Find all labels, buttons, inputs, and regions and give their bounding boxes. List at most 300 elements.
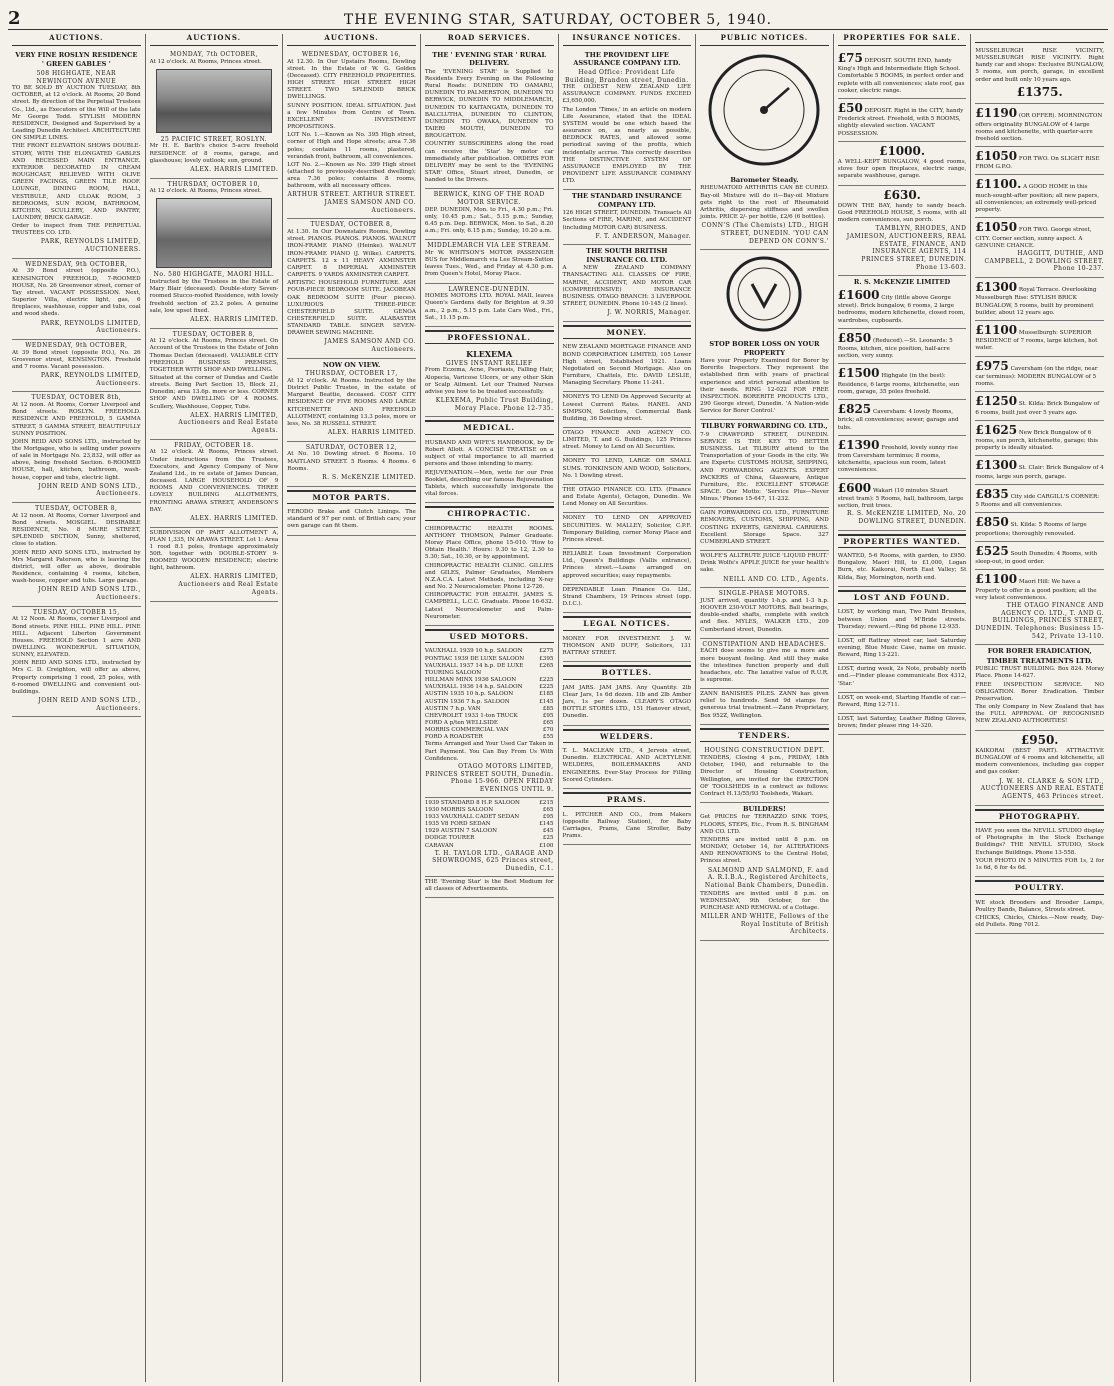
ad-title: TILBURY FORWARDING CO. LTD., xyxy=(701,422,828,431)
property-price: £1000. xyxy=(879,143,926,158)
ad-body: SUBDIVISION OF PART ALLOTMENT A, PLAN 1,335, IN ARAWA STREET. Lot 1: Area 1 rood 8.1 poles, frontage approximately 50ft. together with DOUBLE-STORY 9-ROOMED WOODEN RESIDENCE; electric light, bathroom. xyxy=(149,529,279,572)
ad-signature: F. T. ANDERSON, Manager. xyxy=(595,232,692,240)
property-ad xyxy=(975,485,1104,514)
ad-body: NEW ZEALAND MORTGAGE FINANCE AND BOND CORPORATION LIMITED, 105 Lower High street, Established 1921. Loans Negotiated on Second Mortgage. Also on Furniture, Chattels, Etc. DAVID LESLIE, Managing Secretary. Phone 11-241. xyxy=(562,344,692,387)
photography-ad xyxy=(975,826,1104,877)
ad-signature: SALMOND AND SALMOND, F. and A. R.I.B.A., Registered Architects, National Bank Chambers, Dunedin. xyxy=(704,866,829,889)
car-name: FORD A p/ten WELLSIDE xyxy=(424,719,498,726)
ad-body: (OR OFFER). MORNINGTON offers originality BUNGALOW of 4 large rooms and kitchenette, with quarter-acre freehold section. xyxy=(975,113,1103,142)
ad-date: WEDNESDAY, OCTOBER 16, xyxy=(301,50,402,58)
ad-title: KLEXEMA xyxy=(466,349,513,360)
auction-ad xyxy=(150,49,279,179)
ad-signature: ALEX. HARRIS LIMITED. xyxy=(327,429,416,437)
car-name: 1929 AUSTIN 7 SALOON xyxy=(424,828,498,835)
ad-body: Wakari (10 minutes Stuart street tram): 5 Rooms, hall, bathroom, large section, fruit trees. xyxy=(837,487,964,510)
section-heading: CHIROPRACTIC. xyxy=(425,506,554,521)
ad-body: LOST, off Rattray street car, last Saturday evening, Blue Music Case, name on music. Reward, Ring 13-221. xyxy=(837,637,967,659)
car-listing xyxy=(425,691,554,698)
ad-body: LOT No. 1.—Known as No. 395 High street, corner of High and Hope streets; area 7.36 poles; contains 11 rooms, plastered, verandah front, bathroom, all conveniences. xyxy=(287,132,416,160)
ad-body: At 12 noon. At Rooms, Corner Liverpool and Bond streets. MOSGIEL. DESIRABLE RESIDENCE, No. 8 MURE STREET, SPLENDID SECTION, Sunny, sheltered, close to station. xyxy=(12,512,141,548)
property-ad xyxy=(838,436,967,479)
property-ad xyxy=(975,542,1104,571)
car-listing xyxy=(425,699,554,706)
property-price: £600 xyxy=(837,480,872,495)
ad-title: THE SOUTH BRITISH INSURANCE CO. LTD. xyxy=(586,247,668,264)
ad-title: THE ' EVENING STAR ' RURAL DELIVERY. xyxy=(432,50,547,68)
car-name: PONTIAC 1939 DE LUXE SALOON xyxy=(424,655,525,662)
ad-body: Mr W. WHITSON'S MOTOR PASSENGER BUS for Middlemarch via Lee Stream-Sutton leaves Tues., Wed., and Friday at 4.30 p.m. from Queen's Hotel, Moray Place. xyxy=(424,249,554,278)
ad-body: Get PRICES for TERRAZZO SINK TOPS, FLOORS, STEPS, Etc., From R. S. BINGHAM AND CO. LTD. xyxy=(700,814,829,835)
ad-body: RELIABLE Loan Investment Corporation Ltd., Queen's Buildings (Vallis entrance), Princes street.—Loans arranged on approved securities; easy repayments. xyxy=(562,551,692,579)
ad-title: LAWRENCE-DUNEDIN. xyxy=(448,285,530,293)
ad-body: The London 'Times,' in an article on modern Life Assurance, stated that the IDEAL SYSTEM would be one which based the assurance on, as nearly as possible, BEDROCK RATES, and allowed some periodical saving of the profits, which incidentally accrue. This correctly describes THE DISTINCTIVE SYSTEM OF ASSURANCE EMPLOYED BY THE PROVIDENT LIFE ASSURANCE COMPANY LTD. xyxy=(562,106,692,185)
property-price: £950. xyxy=(1020,732,1059,747)
money-ad xyxy=(563,485,692,513)
ad-body: MONEY TO LEND ON APPROVED SECURITIES. W. MALLEY, Solicitor, C.P.F. Temporary Building, corner Moray Place and Princes street. xyxy=(562,515,692,543)
ad-body: THE OTAGO FINANCE CO. LTD. (Finance and Estate Agents), Octagon, Dunedin. We Lend Money on All Securities. xyxy=(562,486,692,508)
property-ad xyxy=(975,357,1104,393)
car-price: £95 xyxy=(542,813,554,820)
agent-name: R. S. McKENZIE LIMITED xyxy=(853,278,951,287)
ad-signature: JOHN REID AND SONS LTD., Auctioneers. xyxy=(38,482,141,498)
car-name: VAUXHALL 1936 14 h.p. SALOON xyxy=(424,684,523,691)
property-price: £1100. xyxy=(975,177,1022,192)
ad-title: CONSTIPATION AND HEADACHES. xyxy=(702,640,827,648)
ad-date: THURSDAY, OCTOBER 17, xyxy=(305,370,398,378)
car-listing xyxy=(425,706,554,713)
ad-body: Highgate (in the best): Residence, 6 large rooms, kitchenette, sun room, garage, 35 poles freehold. xyxy=(837,373,960,395)
property-price: £850 xyxy=(975,515,1009,530)
ad-body: Caversham: 4 lovely Rooms, brick; all conveniences; sewer, garage and tubs. xyxy=(837,409,959,431)
property-price: £1250 xyxy=(975,394,1018,409)
ad-body: L. PITCHER AND CO., from Makers (opposite Railway Station), for Baby Carriages, Prams, Cane Stroller, Baby Prams. xyxy=(562,811,692,840)
car-listing xyxy=(425,835,554,842)
ad-body: Musselburgh: SUPERIOR RESIDENCE of 7 rooms, large kitchen, hot water. xyxy=(975,329,1098,352)
property-price: £630. xyxy=(883,187,921,202)
car-listing xyxy=(425,648,554,655)
ad-body: TENDERS are invited until 8 p.m. on MONDAY, October 14, for ALTERATIONS AND RENOVATIONS to the Central Hotel, Princes street. xyxy=(700,836,829,865)
ad-title: VERY FINE ROSLYN RESIDENCE xyxy=(15,50,138,59)
ad-body: FOR TWO. George street, CITY. Corner section, sunny aspect. A GENUINE CHANCE. xyxy=(975,227,1092,249)
car-price: £145 xyxy=(539,821,554,828)
ad-body: DEPOSIT. Right in the CITY, handy Frederick street. Freehold, with 5 ROOMS, slightly elevated section. VACANT POSSESSION. xyxy=(837,107,964,137)
car-listing xyxy=(425,663,554,677)
car-name: HILLMAN MINX 1936 SALOON xyxy=(424,677,517,684)
legal-ad xyxy=(563,634,692,662)
auction-ad xyxy=(150,179,279,329)
auction-ad xyxy=(12,607,141,718)
ad-date: WEDNESDAY, 9th OCTOBER, xyxy=(25,341,128,349)
ad-body: FREE INSPECTION SERVICE. NO OBLIGATION. Borer Eradication. Timber Preservation. xyxy=(975,681,1104,702)
ad-body: TO BE SOLD BY AUCTION TUESDAY, 8th OCTOBER, at 12 o'clock. At Rooms, 20 Bond street. By direction of the Perpetual Trustees Co., Ltd., as Executors of the Will of the late Mr George Todd. STYLISH MODERN RESIDENCE, Designed and Supervised by a Leading Dunedin Architect. ARCHITECTURE ON SIMPLE LINES. xyxy=(12,85,141,142)
property-ad xyxy=(838,400,967,436)
ad-body: Caversham (on the ridge, near car terminus): MODERN BUNGALOW of 5 rooms. xyxy=(975,365,1098,388)
ad-address: 508 HIGHGATE, NEAR NEWINGTON AVENUE xyxy=(36,69,117,85)
ad-signature: THE OTAGO FINANCE AND AGENCY CO. LTD., T. AND G. BUILDINGS, PRINCES STREET, DUNEDIN. Telephones: Business 15-542, Private 13-110. xyxy=(975,602,1104,640)
car-name: 1935 V8 FORD SEDAN xyxy=(424,821,491,828)
ad-body: RHEUMATOID ARTHRITIS CAN BE CURED. Bay-oil Mixture will do it—Bay-oil Mixture gets right to the root of Rheumatoid Arthritis, dispersing stiffness and swollen joints. PRICE 2/- per bottle, £2/6 (6 bottles). xyxy=(700,185,829,221)
car-name: 1933 VAUXHALL CADET SEDAN xyxy=(424,813,520,820)
ad-title: FOR BORER ERADICATION, xyxy=(987,647,1092,656)
ad-subtitle: GIVES INSTANT RELIEF xyxy=(445,359,533,367)
ad-body: City (little above George street). Brick bungalow, 6 rooms, 2 large bedrooms, modern kitchenette, closed room, wardrobes, cupboards. xyxy=(837,294,966,324)
public-notice-ad xyxy=(700,174,829,250)
used-cars-list xyxy=(425,646,554,797)
auction-ad xyxy=(150,440,279,528)
ad-title: MIDDLEMARCH VIA LEE STREAM. xyxy=(427,242,552,250)
car-listing xyxy=(425,828,554,835)
car-listing xyxy=(425,727,554,734)
property-ad xyxy=(975,421,1104,457)
ad-date: TUESDAY, OCTOBER 8th, xyxy=(31,394,122,402)
property-price: £850 xyxy=(837,330,872,345)
poultry-ad xyxy=(975,898,1104,935)
property-price: £1190 xyxy=(975,106,1018,121)
auction-ad xyxy=(287,359,416,442)
ad-body: TENDERS are invited until 8 p.m. on WEDNESDAY, 9th October, for the PURCHASE AND REMOVAL of a Cottage. xyxy=(700,890,829,911)
property-ad xyxy=(838,276,967,328)
ad-body: A WELL-KEPT BUNGALOW, 4 good rooms, stove four open fireplaces, electric range, separate washhouse, garage. xyxy=(837,159,967,180)
section-heading: PROFESSIONAL. xyxy=(425,330,554,345)
ad-body: At 12 o'clock. At Rooms, Princes street. xyxy=(149,58,262,65)
ad-signature: JOHN REID AND SONS LTD., Auctioneers. xyxy=(38,697,141,712)
property-ad xyxy=(838,186,967,277)
ad-signature: NEILL AND CO. LTD., Agents. xyxy=(723,575,829,583)
property-ad xyxy=(975,175,1104,218)
property-price: £1050 xyxy=(975,220,1018,235)
property-ad xyxy=(975,147,1104,176)
ad-body: DOWN THE BAY, handy to sandy beach. Good FREEHOLD HOUSE, 5 rooms, with all modern conveniences, sun porch. xyxy=(837,202,967,224)
lost-ad xyxy=(838,693,967,714)
ad-body: JOHN REID AND SONS LTD., instructed by the Mortgagee, who is selling under powers of sale in Mortgage No. 23,832, will offer as above, being freehold Section. 6-ROOMED HOUSE, hall, kitchen, bathroom, wash-house, copper and tubs, electric light. xyxy=(12,438,141,481)
ad-body: Royal Terrace. Overlooking Musselburgh Rise: STYLISH BRICK BUNGALOW, 5 rooms, built by prominent builder, about 12 years ago. xyxy=(975,287,1097,316)
section-heading: LEGAL NOTICES. xyxy=(563,616,692,631)
column-heading: ROAD SERVICES. xyxy=(425,34,554,46)
section-heading: PROPERTIES WANTED. xyxy=(838,534,967,549)
column-properties-1 xyxy=(834,34,972,1382)
ad-body: Maori Hill: We have a Property to offer in a good position; all the very latest conveniences. xyxy=(975,579,1097,601)
ad-body: THE OLDEST NEW ZEALAND LIFE ASSURANCE COMPANY. FUNDS EXCEED £3,650,000. xyxy=(562,84,692,105)
ad-body: Freehold, lovely sunny rise from Caversham terminus; 8 rooms, kitchenette, spacious sun room, latest conveniences. xyxy=(837,444,958,474)
ad-body: COUNTRY SUBSCRIBERS along the road can receive the 'Star' by motor car immediately after publication. ORDERS FOR DELIVERY may be sent to the 'EVENING STAR' Office, Stuart street, Dunedin, or handed to the Drivers. xyxy=(424,141,554,184)
ad-body: Mr H. E. Barth's choice 5-acre freehold RESIDENCE of 8 rooms, garage, and glasshouse; lovely outlook; sun, ground. xyxy=(149,143,279,164)
ad-signature: CONN'S (The Chemists) LTD., HIGH STREET, DUNEDIN. 'YOU CAN DEPEND ON CONN'S.' xyxy=(701,222,829,245)
ad-signature: TAMBLYN, RHODES, AND JAMIESON, AUCTIONEERS, REAL ESTATE, FINANCE, AND INSURANCE AGENTS, 114 PRINCES STREET, DUNEDIN. Phone 13-603. xyxy=(846,225,967,271)
property-price: £1625 xyxy=(975,422,1018,437)
motor-ad xyxy=(287,507,416,535)
ad-subtitle: TIMBER TREATMENTS LTD. xyxy=(986,656,1093,665)
ad-signature: J. W. NORRIS, Manager. xyxy=(607,309,692,317)
ad-body: (Reduced).—St. Leonards: 5 Rooms, kitchen, nice position, half-acre section, very sunny. xyxy=(837,337,953,360)
lost-ad xyxy=(838,636,967,664)
borerite-seal-icon xyxy=(724,254,804,334)
column-heading: INSURANCE NOTICES. xyxy=(563,34,692,46)
ad-body: South Dunedin: 4 Rooms, with sleep-out, in good order. xyxy=(975,550,1098,566)
professional-ad xyxy=(425,347,554,417)
section-heading: MEDICAL. xyxy=(425,420,554,435)
ad-note: Order to inspect from THE PERPETUAL TRUSTEES CO. LTD. xyxy=(12,223,141,237)
ad-body: At 39 Bond street (opposite P.O.), KENSINGTON FREEHOLD, 7-ROOMED HOUSE, No. 26 Greenvenor street, corner of Tay street. VACANT POSSESSION. Next, Superior Villa, electric light, gas, 6 fireplaces, washhouse, copper and tubs, coal and wood sheds. xyxy=(12,268,141,318)
property-price: £1050 xyxy=(975,148,1018,163)
ad-date: MONDAY, 7th OCTOBER, xyxy=(170,50,258,58)
auction-ad xyxy=(12,392,141,503)
car-name: 1930 MORRIS SALOON xyxy=(424,806,494,813)
ad-body: A GOOD HOME in this much-sought-after position; all new papers, all conveniences; an extremely well-priced property. xyxy=(975,184,1100,214)
column-auctions-1 xyxy=(8,34,146,1382)
column-heading: AUCTIONS. xyxy=(287,34,416,46)
property-price: £1300 xyxy=(975,458,1018,473)
ad-body: REJUVENATION.—Men, write for our Free Booklet, describing our famous Rejuvenation Tablets, which successfully invigorate the vital forces. xyxy=(424,469,554,498)
car-price: £45 xyxy=(542,828,554,835)
car-price: £225 xyxy=(539,677,554,684)
ad-body: St. Kilda: Brick Bungalow of 6 rooms, built just over 5 years ago. xyxy=(975,401,1100,416)
ad-date: FRIDAY, OCTOBER 18. xyxy=(174,441,254,449)
ad-signature: ALEX. HARRIS LIMITED, Auctioneers and Real Estate Agents. xyxy=(178,411,279,435)
car-price: £215 xyxy=(539,799,554,806)
ad-date: SATURDAY, OCTOBER 12, xyxy=(305,443,398,451)
property-ad xyxy=(838,142,967,186)
property-price: £835 xyxy=(975,486,1009,501)
ad-body: The 'EVENING STAR' is Supplied to Residents Every Evening on the Following Rural Roads: DUNEDIN TO OAMARU, DUNEDIN TO PALMERSTON, DUNEDIN TO BERWICK, DUNEDIN TO MIDDLEMARCH, DUNEDIN TO KAITANGATA, DUNEDIN TO BALCLUTHA, DUNEDIN TO CLINTON, DUNEDIN TO OWAKA, DUNEDIN TO TAIERI MOUTH, DUNEDIN TO BROUGHTON. xyxy=(424,68,554,140)
property-ad xyxy=(975,278,1104,321)
car-listing xyxy=(425,843,554,850)
car-listing xyxy=(425,713,554,720)
ad-body: At 12 noon. At Rooms, Corner Liverpool and Bond streets. ROSLYN. FREEHOLD. RESIDENCE AND FREEHOLD, 5 GAMMA STREET, 5 GAMMA STREET, BEAUTIFULLY SUNNY POSITION. xyxy=(12,402,141,437)
ad-body: Situated at the corner of Dundas and Castle streets. Being Part Section 15, Block 21, Dunedin; area 13.6p. more or less. CORNER SHOP AND DWELLING OF 4 ROOMS. Scullery, Washhouse, Copper, Tubs. xyxy=(149,375,279,410)
property-price: £1100 xyxy=(975,322,1018,337)
ad-body: HAVE you seen the NEVILL STUDIO display of Photographs in the Stock Exchange Buildings? THE NEVILL STUDIO, Stock Exchange Buildings. Phone 13-558. xyxy=(975,828,1104,856)
ad-body: LOST, on week-end, Starting Handle of car.—Reward, Ring 12-711. xyxy=(837,694,967,708)
house-photo xyxy=(156,198,272,268)
ad-body: WOLFE'S ALLTRUTE JUICE 'LIQUID FRUIT.' Drink Wolfe's APPLE JUICE for your health's sake. xyxy=(700,553,829,574)
car-listing xyxy=(425,800,554,807)
road-service-ad xyxy=(425,49,554,189)
borer-ad xyxy=(975,645,1104,730)
newspaper-title: THE EVENING STAR, SATURDAY, OCTOBER 5, 1940. xyxy=(343,12,773,28)
section-heading: LOST AND FOUND. xyxy=(838,590,967,605)
lost-ad xyxy=(838,664,967,692)
ad-body: GAIN FORWARDING CO. LTD., FURNITURE REMOVERS, CUSTOMS, SHIPPING, AND COSTING EXPERTS, GENERAL CARRIERS. Excellent Storage Space. 327 CUMBERLAND STREET. xyxy=(700,510,829,545)
column-insurance xyxy=(559,34,697,1382)
public-notice-ad xyxy=(700,689,829,725)
ad-title: STOP BORER LOSS ON YOUR PROPERTY xyxy=(709,340,820,357)
car-name: AUSTIN 7 h.p. VAN xyxy=(424,705,481,712)
property-ad xyxy=(975,218,1104,278)
ad-body: YOUR PHOTO IN 5 MINUTES FOR 1s, 2 for 1s 6d, 6 for 4s 6d. xyxy=(975,857,1104,871)
section-heading: PHOTOGRAPHY. xyxy=(975,809,1104,824)
ad-body: MONEY TO LEND, LARGE OR SMALL SUMS. TONKINSON AND WOOD, Solicitors, No. 1 Dowling street. xyxy=(562,458,692,479)
ad-date: TUESDAY, OCTOBER 8, xyxy=(310,221,393,229)
insurance-ad xyxy=(563,190,692,245)
tender-ad xyxy=(700,745,829,803)
ad-body: A NEW ZEALAND COMPANY TRANSACTING ALL CLASSES OF FIRE, MARINE, ACCIDENT, AND MOTOR CAR (COMPREHENSIVE) INSURANCE BUSINESS. OTAGO BRANCH: 3 LIVERPOOL STREET, DUNEDIN. Phone 10-145 (2 lines). xyxy=(562,265,692,308)
ad-body: MONEY FOR INVESTMENT. J. W. THOMSON AND DUFF, Solicitors, 131 RATTRAY STREET. xyxy=(562,635,692,657)
ad-signature: MILLER AND WHITE, Fellows of the Royal Institute of British Architects. xyxy=(700,912,829,936)
ad-body: At 39 Bond street (opposite P.O.), No. 26 Grosvenor street, KENSINGTON. Freehold and 7 rooms. Vacant possession. xyxy=(12,349,141,370)
property-ad xyxy=(975,731,1104,806)
tender-ad xyxy=(700,803,829,941)
ad-body: HUSBAND AND WIFE'S HANDBOOK, by Dr Robert Allott. A CONCISE TREATISE on a subject of vital importance to all married persons and those intending to marry. xyxy=(424,439,554,468)
ad-body: JOHN REID AND SONS LTD., instructed by Mrs Margaret Paterson, who is leaving the district, will offer as above, desirable Residence, containing 4 rooms, kitchen, wash-house, copper and tubs. Large garage. xyxy=(12,549,141,585)
car-price: £225 xyxy=(539,684,554,691)
car-price: £65 xyxy=(542,806,554,813)
ad-body: At 12 o'clock. At Rooms, Princes street. Under instructions from the Trustees, Executors, and Agency Company of New Zealand Ltd., in re estate of James Duncan, deceased. LARGE HOUSEHOLD OF 9 ROOMS AND CONVENIENCES. THREE LOVELY BUILDING ALLOTMENTS, FRONTING ARAWA STREET, ANDERSON'S BAY. xyxy=(149,449,279,513)
ad-signature: PARK, REYNOLDS LIMITED, AUCTIONEERS. xyxy=(40,238,141,254)
section-heading: POULTRY. xyxy=(975,880,1104,895)
property-price: £50 xyxy=(837,100,863,115)
section-heading: MOTOR PARTS. xyxy=(287,490,416,505)
ad-body: New Brick Bungalow of 6 rooms, sun porch, kitchenette, garage; this property is ideally situated. xyxy=(975,429,1099,452)
ad-body: LOST, by working man, Two Paint Brushes, between Union and M'Bride streets. Thursday; reward.—Ring 6d phone 12-935. xyxy=(837,609,967,630)
ad-body: 7-9 CRAWFORD STREET, DUNEDIN. SERVICE IS THE KEY TO BETTER BUSINESS. Let TILBURY attend to the Transportation of your Goods in the city. We are Experts: CUSTOMS HOUSE, SHIPPING, AND FORWARDING AGENTS. EXPERT PACKERS of China, Glassware, Antique Furniture, Etc. EXCELLENT STORAGE SPACE. Our Motto: 'Service Plus—Never Minus.' Phones 15-647, 11-232. xyxy=(700,431,829,503)
photo-caption: No. 580 HIGHGATE, MAORI HILL. xyxy=(153,271,275,279)
car-price: £25 xyxy=(542,835,554,842)
ad-signature: JOHN REID AND SONS LTD., Auctioneers. xyxy=(38,586,141,602)
car-price: £275 xyxy=(539,648,554,655)
ad-body: St. Clair: Brick Bungalow of 4 rooms, large sun porch, garage. xyxy=(975,465,1104,480)
car-listing xyxy=(425,720,554,727)
ad-title: BERWICK, KING OF THE ROAD MOTOR SERVICE. xyxy=(433,191,545,206)
ad-body: At 1.30. In Our Downstairs Rooms, Dowling street. PIANOS. PIANOS. PIANOS. WALNUT IRON-FRAME PIANO (Heinke). WALNUT IRON-FRAME PIANO (J. Wilke). CARPETS. CARPETS. 12 x 11 HEAVY AXMINSTER CARPET. 8 IMPERIAL AXMINSTER CARPETS. 9 YARDS AXMINSTER CARPET. xyxy=(287,229,416,279)
insurance-ad xyxy=(563,49,692,190)
section-heading: USED MOTORS. xyxy=(425,629,554,644)
section-heading: TENDERS. xyxy=(700,728,829,743)
car-name: VAUXHALL 1937 14 h.p. DE LUXE TOURING SALOON xyxy=(424,662,524,676)
ad-body: At No. 10 Dowling street. 6 Rooms. 10 MAITLAND STREET. 5 Rooms. 4 Rooms. 6 Rooms. xyxy=(287,451,416,472)
auction-ad xyxy=(287,219,416,358)
used-cars-list xyxy=(425,798,554,877)
car-listing xyxy=(425,677,554,684)
property-price: £975 xyxy=(975,358,1009,373)
ad-signature: ALEX. HARRIS LIMITED, Auctioneers and Real Estate Agents. xyxy=(178,573,279,596)
car-price: £70 xyxy=(542,727,554,734)
auction-ad xyxy=(12,49,141,259)
car-name: FORD A ROADSTER xyxy=(424,734,483,741)
public-notice-ad xyxy=(700,338,829,420)
car-listing xyxy=(425,821,554,828)
property-price: £1600 xyxy=(837,287,880,302)
ad-body: ARTISTIC HOUSEHOLD FURNITURE. ASH FOUR-PIECE BEDROOM SUITE. JACOBEAN OAK BEDROOM SUITE (Four pieces). LUXURIOUS THREE-PIECE CHESTERFIELD SUITE. GENOA CHESTERFIELD SUITE. ALABASTER STANDARD TABLE. SINGER SEVEN-DRAWER SEWING MACHINE. xyxy=(287,280,416,337)
ad-date: TUESDAY, OCTOBER 8, xyxy=(172,330,256,338)
columns xyxy=(8,34,1108,1382)
property-price: £1390 xyxy=(837,437,880,452)
car-listing xyxy=(425,814,554,821)
property-ad xyxy=(975,570,1104,645)
ad-body: At 12 o'clock. At Rooms, Princes street. On Account of the Trustees in the Estate of John Thomas Declan (deceased). VALUABLE CITY FREEHOLD BUSINESS PREMISES, TOGETHER WITH SHOP AND DWELLING. xyxy=(149,338,279,373)
ad-body: JOHN REID AND SONS LTD., instructed by Mrs C. D. Creighton, will offer as above, Property comprising 1 rood, 25 poles, with 6-roomed DWELLING and convenient out-buildings. xyxy=(12,660,141,695)
car-price: £185 xyxy=(539,691,554,698)
ad-body: From Eczema, Acne, Psoriasis, Falling Hair, Alopecia, Varicose Ulcers, or any other Skin or Scalp Ailment. Let our Trained Nurses advise you how to be treated successfully. xyxy=(424,367,554,395)
page-number: 2 xyxy=(8,8,21,29)
auction-ad xyxy=(150,329,279,440)
money-ad xyxy=(563,456,692,484)
property-ad xyxy=(838,329,967,365)
ad-body: FERODO Brake and Clutch Linings. The standard of 97 per cent. of British cars; your own garage can fit them. xyxy=(287,509,416,530)
column-properties-2 xyxy=(971,34,1108,1382)
property-ad xyxy=(975,104,1104,147)
car-listing xyxy=(425,734,554,741)
bottles-ad xyxy=(563,683,692,726)
road-service-ad xyxy=(425,284,554,327)
ad-body: EACH dose seems to give me a more and more buoyant feeling. And still they make the intestines function properly and dull headaches, etc. The laxative value of R.U.R. is supreme. xyxy=(700,648,829,683)
ad-body: Instructed by the Trustees in the Estate of Mary Blair (deceased). Double-story Seven-roomed Stucco-roofed Residence, with lovely freehold section of 23.2 poles. A genuine sale, low upset fixed. xyxy=(149,279,279,314)
column-heading xyxy=(975,34,1104,43)
ad-body: THE 'Evening Star' is the Best Medium for all classes of Advertisements. xyxy=(424,878,554,892)
car-name: AUSTIN 1936 7 h.p. SALOON xyxy=(424,698,510,705)
ad-signature: T. H. TAYLOR LTD., GARAGE AND SHOWROOMS, 625 Princes street, Dunedin, C.1. xyxy=(432,849,554,873)
money-ad xyxy=(563,585,692,613)
medical-ad xyxy=(425,438,554,503)
section-heading: MONEY. xyxy=(563,325,692,340)
property-price: £1375. xyxy=(1016,84,1063,99)
ad-body: OTAGO FINANCE AND AGENCY CO. LIMITED, T. and G. Buildings, 125 Princes street. Money to Lend on All Securities. xyxy=(562,430,692,451)
ad-signature: ALEX. HARRIS LIMITED. xyxy=(190,165,279,173)
ad-body: At 12 o'clock. At Rooms. Instructed by the District Public Trustee, in the estate of Margaret Beattie, deceased. COSY CITY RESIDENCE OF FIVE ROOMS AND LARGE KITCHENETTE AND FREEHOLD ALLOTMENT, containing 13.3 poles, more or less, No. 38 RUSSELL STREET. xyxy=(287,377,416,427)
column-auctions-3 xyxy=(283,34,421,1382)
car-name: VAUXHALL 1939 10 h.p. SALOON xyxy=(424,648,523,655)
ad-body: CHIROPRACTIC HEALTH CLINIC. GILLIES and GILES, Palmer Graduates, Members N.Z.A.C.A. Latest Methods, including X-ray and No. 2 Neurocalometer. Phone 12-726. xyxy=(424,562,554,591)
ad-body: CHIROPRACTIC FOR HEALTH. JAMES S. CAMPBELL, L.C.C. Graduate. Phone 16-632. Latest Neurocalometer and Palm-Neurometer. xyxy=(424,592,554,620)
wanted-ad xyxy=(838,551,967,587)
column-auctions-2 xyxy=(146,34,284,1382)
ad-body: FOR TWO. On SLIGHT RISE FROM G.P.O. xyxy=(975,155,1100,171)
car-price: £395 xyxy=(539,655,554,662)
column-heading: AUCTIONS. xyxy=(12,34,141,46)
ad-body: JUST arrived, quantity 1-h.p. and 1-3 h.p. HOOVER 230-VOLT MOTORS. Ball bearings, double-ended shafts, complete with switch and flex. MYLES, WALKER LTD., 209 Cumberland street, Dunedin. xyxy=(700,597,829,633)
ad-subheading: ARTHUR STREET. ARTHUR STREET. xyxy=(287,191,416,199)
car-price: £55 xyxy=(542,734,554,741)
car-name: MORRIS COMMERCIAL VAN xyxy=(424,727,509,734)
section-heading: PRAMS. xyxy=(563,792,692,807)
lost-ad xyxy=(838,607,967,635)
ad-body: DEPENDABLE Loan Finance Co. Ltd., Strand Chambers, 19 Princes street (opp. D.I.C.). xyxy=(562,586,692,607)
car-name: 1939 STANDARD 8 H.P. SALOON xyxy=(424,799,520,806)
ad-signature: ALEX. HARRIS LIMITED. xyxy=(190,315,279,323)
car-price: £145 xyxy=(539,698,554,705)
column-heading: PROPERTIES FOR SALE. xyxy=(838,34,967,46)
welders-ad xyxy=(563,746,692,789)
footer-note xyxy=(425,877,554,898)
public-notice-ad xyxy=(700,639,829,689)
ad-body: LOT No. 2.—Known as No. 399 High street (attached to previously-described dwelling); area 7.36 poles; contains 8 rooms, bathroom, with all necessary offices. xyxy=(287,161,416,190)
car-price: £95 xyxy=(542,712,554,719)
ad-signature: OTAGO MOTORS LIMITED, PRINCES STREET SOUTH, Dunedin. Phone 15-966. OPEN FRIDAY EVENINGS UNTIL 9. xyxy=(425,762,554,793)
car-price: £265 xyxy=(539,662,554,669)
ad-body: St. Kilda: 5 Rooms of large proportions; thoroughly renovated. xyxy=(975,522,1087,537)
chiropractic-ad xyxy=(425,524,554,626)
masthead xyxy=(8,8,1108,30)
car-name: CARAVAN xyxy=(424,842,454,849)
car-listing xyxy=(425,656,554,663)
property-price: £1100 xyxy=(975,572,1018,587)
ad-title: BUILDERS! xyxy=(742,804,786,813)
ad-signature: JAMES SAMSON AND CO. Auctioneers. xyxy=(324,338,416,354)
money-ad xyxy=(563,342,692,392)
ad-body: TENDERS, Closing 4 p.m., FRIDAY, 18th October, 1940, and returnable to the Director of Housing Construction, Wellington, are invited for the ERECTION OF TOOLSHEDS in a contract as follows: Contract H.13/55/93 Toolsheds, Wakari. xyxy=(700,755,829,797)
ad-body: SUNNY POSITION. IDEAL SITUATION. Just a few Minutes from Centre of Town. EXCELLENT INVESTMENT PROPOSITIONS. xyxy=(287,102,416,131)
ad-body: THE FRONT ELEVATION SHOWS DOUBLE-STORY, WITH THE ELONGATED GABLES AND RECESSED MAIN ENTRANCE. EXTERIOR DECORATED IN CREAM ROUGHCAST, RELIEVED WITH OLIVE GREEN FACINGS, GREEN TILE ROOF. LOUNGE, DINING ROOM, HALL, VESTIBULE, AND CLOAK ROOM, 3 BEDROOMS, SUN ROOM, BATHROOM, KITCHEN, SCULLERY, AND PANTRY, LAUNDRY, BRICK GARAGE. xyxy=(12,143,141,221)
ad-body: 126 HIGH STREET, DUNEDIN. Transacts All Sections of FIRE, MARINE, and ACCIDENT (including MOTOR CAR) BUSINESS. xyxy=(562,210,692,231)
money-ad xyxy=(563,392,692,428)
auction-ad xyxy=(12,259,141,340)
column-heading: AUCTIONS. xyxy=(150,34,279,46)
car-name: CHEVROLET 1933 1-ton TRUCK xyxy=(424,712,518,719)
property-price: £1500 xyxy=(837,366,880,381)
column-road-services xyxy=(421,34,559,1382)
car-listing xyxy=(425,807,554,814)
ad-date: WEDNESDAY, 9th OCTOBER, xyxy=(25,260,128,268)
ad-body: At 12.30. In Our Upstairs Rooms, Dowling street. In the Estate of W. G. Golden (Deceased). CITY FREEHOLD PROPERTIES. HIGH STREET. HIGH STREET. HIGH STREET. TWO SPLENDID BRICK DWELLINGS. xyxy=(287,58,416,101)
